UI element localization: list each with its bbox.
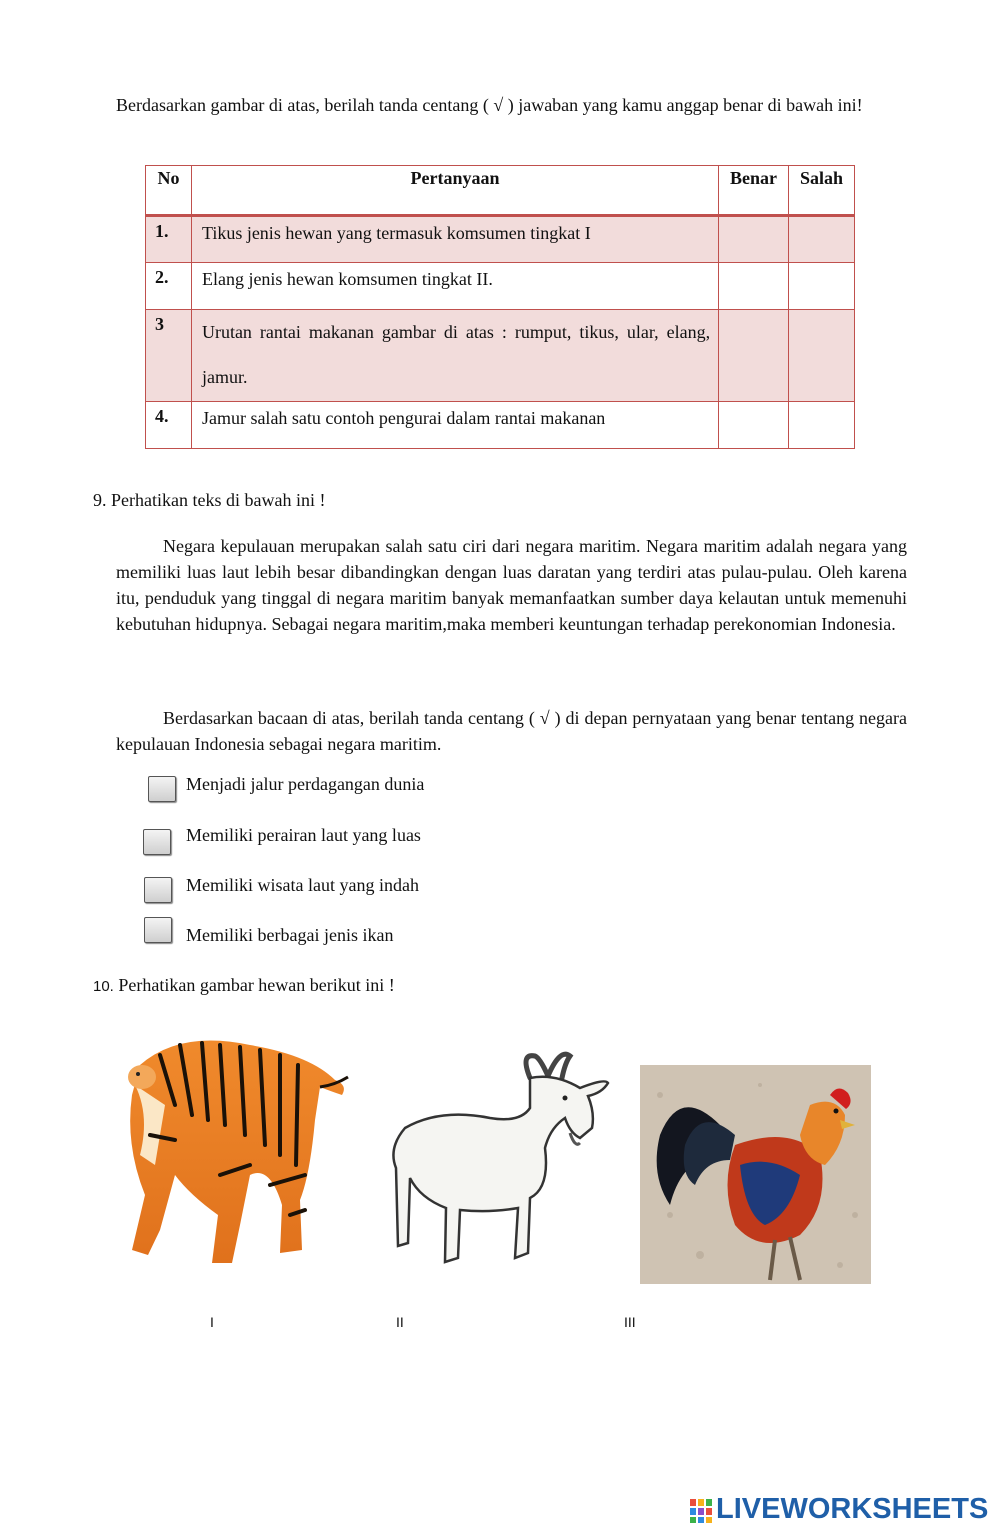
true-cell[interactable] (719, 216, 789, 263)
false-cell[interactable] (789, 216, 855, 263)
row-number: 1. (146, 216, 192, 263)
row-question: Urutan rantai makanan gambar di atas : rumput, tikus, ular, elang, jamur. (191, 310, 718, 402)
question-10-text: Perhatikan gambar hewan berikut ini ! (118, 975, 395, 995)
option-label: Memiliki wisata laut yang indah (186, 875, 419, 895)
false-cell[interactable] (789, 402, 855, 449)
table-row (146, 216, 855, 263)
option-label: Memiliki berbagai jenis ikan (186, 925, 394, 945)
table-row (146, 402, 855, 449)
tiger-image (120, 1025, 350, 1275)
option-checkbox[interactable] (143, 829, 171, 855)
row-number: 2. (146, 263, 192, 310)
row-question: Elang jenis hewan komsumen tingkat II. (191, 263, 718, 310)
row-question: Tikus jenis hewan yang termasuk komsumen tingkat I (191, 216, 718, 263)
true-cell[interactable] (719, 310, 789, 402)
table-row (146, 263, 855, 310)
question-10-number: 10. (93, 978, 114, 995)
goat-image (380, 1048, 612, 1278)
liveworksheets-logo (690, 1495, 990, 1529)
true-cell[interactable] (719, 402, 789, 449)
question-table (145, 165, 855, 449)
option-label: Memiliki perairan laut yang luas (186, 825, 421, 845)
logo-text: LIVEWORKSHEETS (716, 1493, 989, 1525)
image-label-2: II (396, 1314, 404, 1330)
header-false: Salah (789, 166, 855, 216)
table-header-row (146, 166, 855, 216)
image-label-1: I (210, 1314, 214, 1330)
question-9-passage (116, 533, 907, 637)
true-cell[interactable] (719, 263, 789, 310)
instruction-text: Berdasarkan bacaan di atas, berilah tanda centang ( √ ) di depan pernyataan yang benar tentang negara kepulauan Indonesia sebagai negara maritim. (116, 708, 907, 754)
false-cell[interactable] (789, 263, 855, 310)
option-label: Menjadi jalur perdagangan dunia (186, 774, 425, 794)
option-checkbox[interactable] (144, 917, 172, 943)
question-9-title: 9. Perhatikan teks di bawah ini ! (93, 490, 326, 510)
intro-instruction: Berdasarkan gambar di atas, berilah tanda centang ( √ ) jawaban yang kamu anggap benar di bawah ini! (116, 95, 863, 115)
row-number: 3 (146, 310, 192, 402)
option-checkbox[interactable] (144, 877, 172, 903)
passage-text: Negara kepulauan merupakan salah satu ciri dari negara maritim. Negara maritim adalah negara yang memiliki luas laut lebih besar dibandingkan dengan luas daratan yang terdiri atas pulau-pulau. Oleh karena itu, penduduk yang tinggal di negara maritim banyak memanfaatkan sumber daya kelautan untuk memenuhi kebutuhan hidupnya. Sebagai negara maritim,maka memberi keuntungan terhadap perekonomian Indonesia. (116, 536, 907, 634)
header-question: Pertanyaan (191, 166, 718, 216)
question-10-title (93, 975, 395, 996)
question-9-instruction (116, 705, 907, 757)
option-checkbox[interactable] (148, 776, 176, 802)
table-row (146, 310, 855, 402)
header-true: Benar (719, 166, 789, 216)
logo-icon (690, 1499, 712, 1523)
header-no: No (146, 166, 192, 216)
row-number: 4. (146, 402, 192, 449)
false-cell[interactable] (789, 310, 855, 402)
rooster-image (640, 1065, 871, 1284)
row-question: Jamur salah satu contoh pengurai dalam rantai makanan (191, 402, 718, 449)
image-label-3: III (624, 1314, 636, 1330)
